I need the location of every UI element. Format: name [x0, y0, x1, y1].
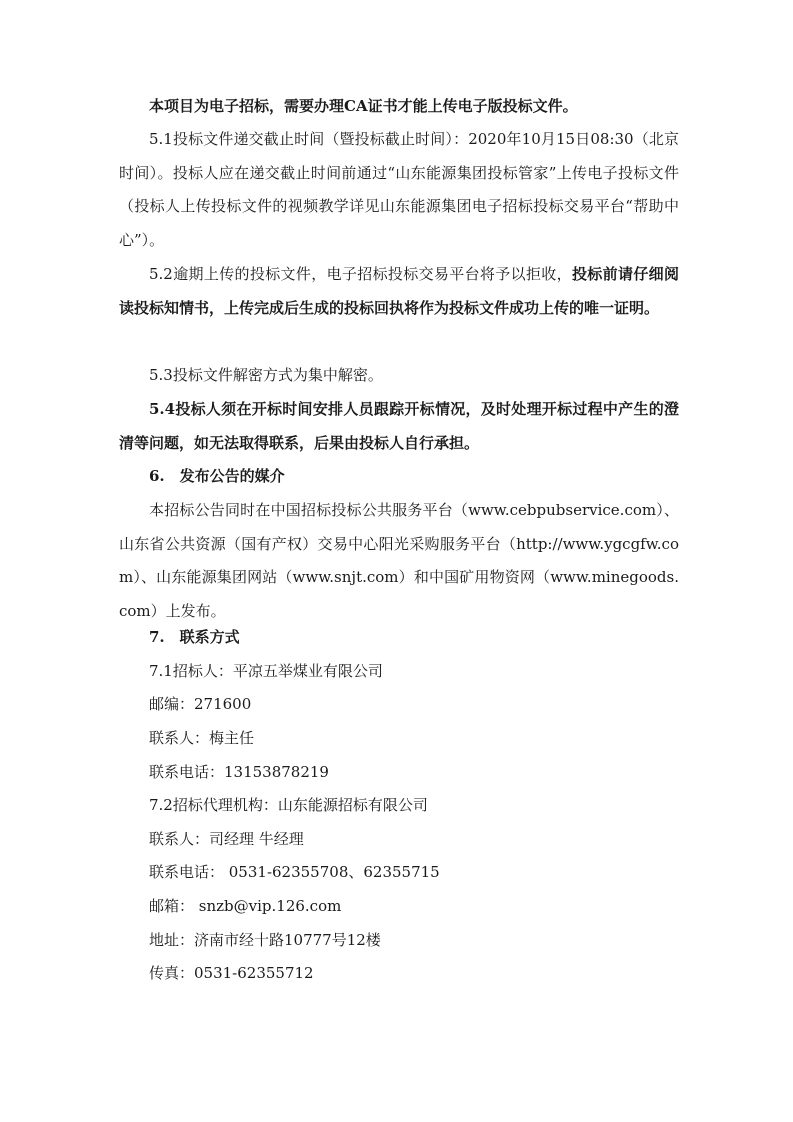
heading-7: 7. 联系方式: [149, 628, 240, 646]
section-5-4: 5.4投标人须在开标时间安排人员跟踪开标情况，及时处理开标过程中产生的澄清等问题，如无法取得联系，后果由投标人自行承担。: [119, 400, 679, 452]
postcode-line: 邮编：271600: [149, 695, 252, 713]
agency-phone-line: 联系电话： 0531-62355708、62355715: [149, 863, 440, 881]
tenderer-phone-line: 联系电话：13153878219: [149, 763, 329, 781]
address-line: 地址：济南市经十路10777号12楼: [149, 931, 381, 949]
agency-contact-line: 联系人：司经理 牛经理: [149, 830, 304, 848]
agency-line: 7.2招标代理机构：山东能源招标有限公司: [149, 796, 428, 814]
section-5-1: 5.1投标文件递交截止时间（暨投标截止时间）：2020年10月15日08:30（北京时间）。投标人应在递交截止时间前通过“山东能源集团投标管家”上传电子投标文件（投标人上传投标文件的视频教学详见山东能源集团电子招标投标交易平台“帮助中心”）。: [119, 130, 679, 249]
heading-6: 6. 发布公告的媒介: [149, 467, 285, 485]
fax-line: 传真：0531-62355712: [149, 964, 314, 982]
section-5-2-bold-text: 投标前请仔细阅读投标知情书，上传完成后生成的投标回执将作为投标文件成功上传的唯一证明。: [119, 265, 679, 317]
section-5-3: 5.3投标文件解密方式为集中解密。: [149, 366, 383, 384]
tenderer-contact-line: 联系人：梅主任: [149, 729, 255, 747]
media-paragraph: 本招标公告同时在中国招标投标公共服务平台（www.cebpubservice.com）、山东省公共资源（国有产权）交易中心阳光采购服务平台（http://www.ygcgfw.com）、山东能源集团网站（www.snjt.com）和中国矿用物资网（www.minegoods.com）上发布。: [119, 501, 679, 620]
tenderer-line: 7.1招标人：平凉五举煤业有限公司: [149, 662, 383, 680]
section-5-2: [119, 258, 679, 325]
section-5-2-text: 5.2逾期上传的投标文件，电子招标投标交易平台将予以拒收，: [149, 265, 572, 283]
email-line: 邮箱： snzb@vip.126.com: [149, 897, 342, 915]
intro-notice: 本项目为电子招标，需要办理CA证书才能上传电子版投标文件。: [149, 97, 578, 115]
